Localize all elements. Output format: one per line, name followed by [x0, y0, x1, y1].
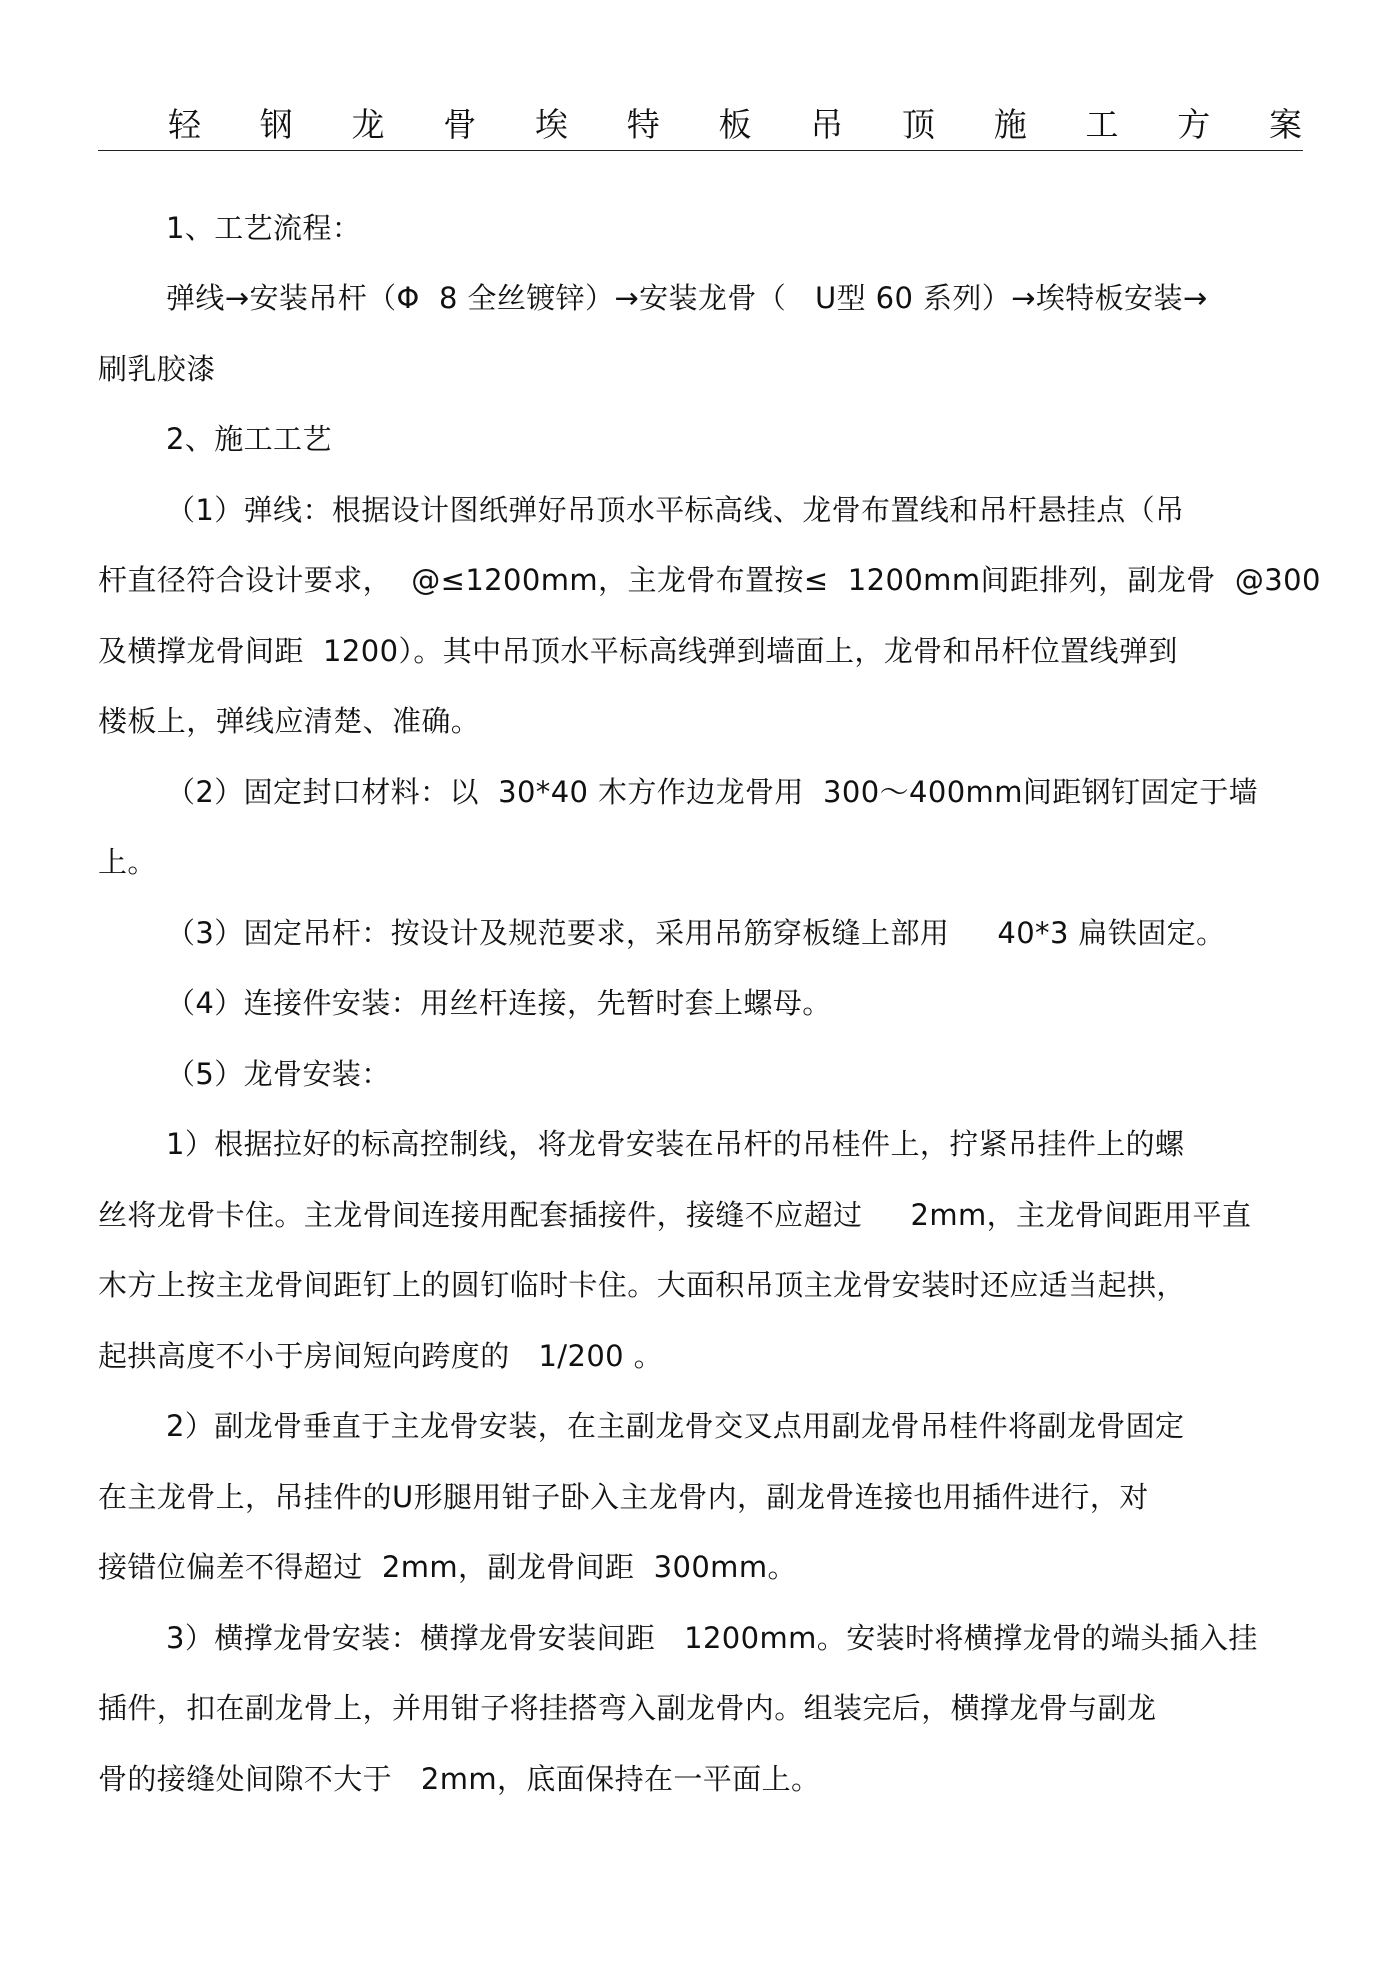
paragraph-line: （2）固定封口材料：以 30*40 木方作边龙骨用 300～400mm间距钢钉固定于墙	[166, 775, 1259, 809]
title-char: 骨	[443, 105, 477, 144]
paragraph-line: （1）弹线：根据设计图纸弹好吊顶水平标高线、龙骨布置线和吊杆悬挂点（吊	[166, 493, 1185, 527]
section-heading: 2、施工工艺	[166, 422, 332, 456]
paragraph-line: 在主龙骨上，吊挂件的U形腿用钳子卧入主龙骨内，副龙骨连接也用插件进行，对	[98, 1480, 1149, 1514]
title-char: 龙	[351, 105, 385, 144]
paragraph-line: 刷乳胶漆	[98, 352, 216, 386]
title-char: 板	[718, 105, 752, 144]
paragraph-line: 起拱高度不小于房间短向跨度的 1/200 。	[98, 1339, 664, 1373]
title-char: 钢	[259, 105, 293, 144]
title-char: 特	[626, 105, 660, 144]
paragraph-line: （3）固定吊杆：按设计及规范要求，采用吊筋穿板缝上部用 40*3 扁铁固定。	[166, 916, 1226, 950]
title-char: 轻	[168, 105, 201, 144]
title-underline	[98, 150, 1303, 151]
section-heading: 1、工艺流程：	[166, 211, 362, 245]
title-char: 方	[1177, 105, 1211, 144]
paragraph-line: 3）横撑龙骨安装：横撑龙骨安装间距 1200mm。安装时将横撑龙骨的端头插入挂	[166, 1621, 1258, 1655]
title-char: 吊	[810, 105, 844, 144]
paragraph-line: 插件，扣在副龙骨上，并用钳子将挂搭弯入副龙骨内。组装完后，横撑龙骨与副龙	[98, 1691, 1157, 1725]
title-char: 工	[1085, 105, 1119, 144]
paragraph-line: 上。	[98, 845, 157, 879]
paragraph-line: （5）龙骨安装：	[166, 1057, 391, 1091]
document-title	[168, 100, 1302, 150]
paragraph-line: 1）根据拉好的标高控制线，将龙骨安装在吊杆的吊桂件上，拧紧吊挂件上的螺	[166, 1127, 1185, 1161]
paragraph-line: （4）连接件安装：用丝杆连接，先暂时套上螺母。	[166, 986, 832, 1020]
paragraph-line: 及横撑龙骨间距 1200）。其中吊顶水平标高线弹到墙面上，龙骨和吊杆位置线弹到	[98, 634, 1178, 668]
paragraph-line: 骨的接缝处间隙不大于 2mm，底面保持在一平面上。	[98, 1762, 821, 1796]
paragraph-line: 丝将龙骨卡住。主龙骨间连接用配套插接件，接缝不应超过 2mm，主龙骨间距用平直	[98, 1198, 1252, 1232]
title-char: 顶	[902, 105, 935, 144]
paragraph-line: 杆直径符合设计要求， @≤1200mm，主龙骨布置按≤ 1200mm间距排列，副龙骨 @300	[98, 563, 1321, 597]
paragraph-line: 2）副龙骨垂直于主龙骨安装，在主副龙骨交叉点用副龙骨吊桂件将副龙骨固定	[166, 1409, 1185, 1443]
paragraph-line: 接错位偏差不得超过 2mm，副龙骨间距 300mm。	[98, 1550, 797, 1584]
title-char: 案	[1269, 105, 1302, 144]
paragraph-line: 弹线→安装吊杆（Φ 8 全丝镀锌）→安装龙骨（ U型 60 系列）→埃特板安装→	[166, 281, 1208, 315]
title-char: 施	[993, 105, 1027, 144]
title-char: 埃	[535, 105, 568, 144]
paragraph-line: 楼板上，弹线应清楚、准确。	[98, 704, 481, 738]
paragraph-line: 木方上按主龙骨间距钉上的圆钉临时卡住。大面积吊顶主龙骨安装时还应适当起拱，	[98, 1268, 1186, 1302]
